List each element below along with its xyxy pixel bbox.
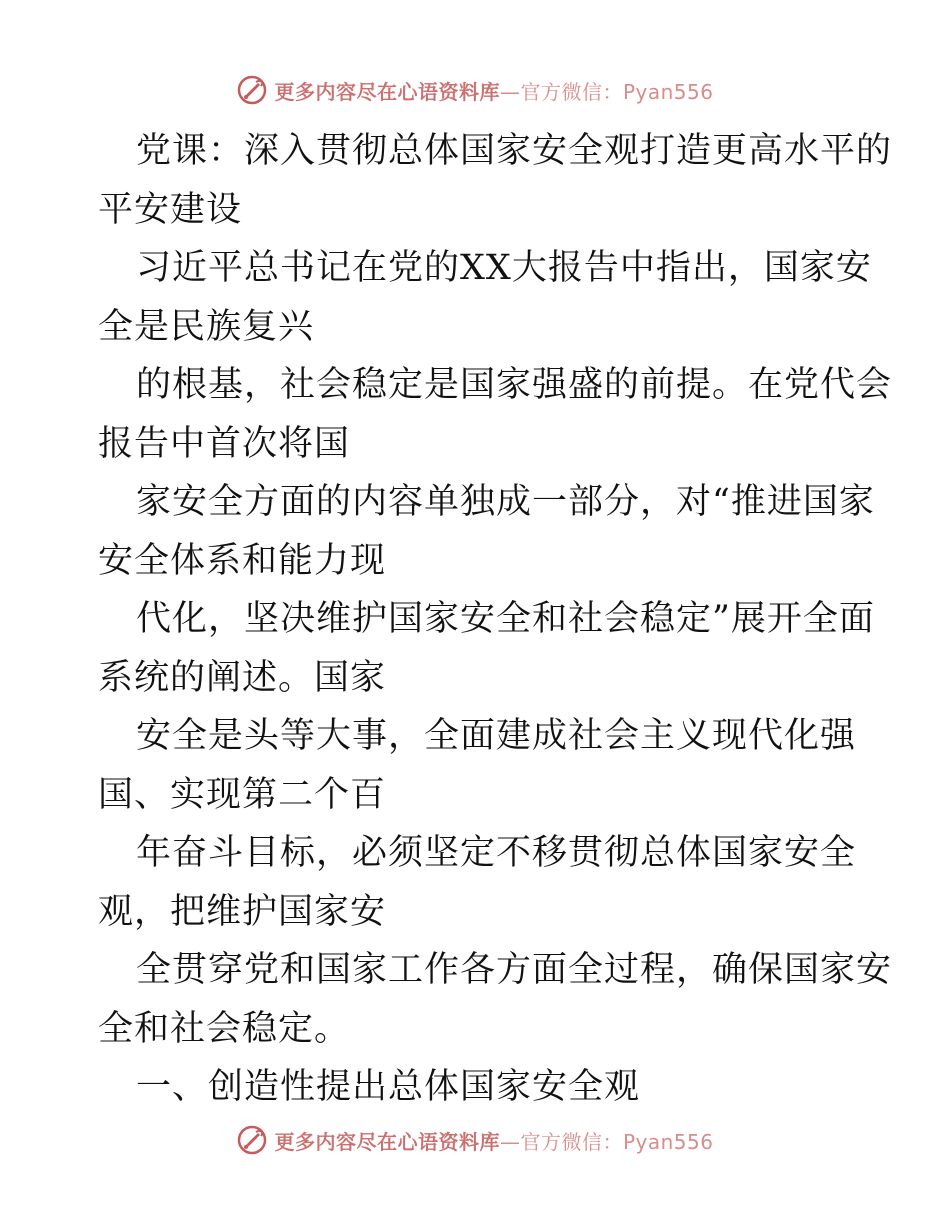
section-heading: 一、创造性提出总体国家安全观	[136, 1067, 641, 1107]
watermark-sub-text: 官方微信：Pyan556	[520, 1129, 714, 1154]
quill-pen-logo-icon	[236, 1124, 268, 1156]
watermark-dash: —	[499, 1129, 521, 1154]
paragraph-line: 报告中首次将国	[98, 423, 351, 464]
paragraph-line: 全贯穿党和国家工作各方面全过程，确保国家安	[136, 950, 893, 990]
paragraph-line: 全是民族复兴	[98, 306, 315, 347]
footer-watermark	[0, 1120, 950, 1160]
header-watermark	[0, 70, 950, 110]
watermark-text	[274, 76, 713, 105]
watermark-dash: —	[499, 79, 521, 104]
watermark-text	[274, 1126, 713, 1155]
paragraph-line: 国、实现第二个百	[98, 774, 387, 815]
paragraph-line: 系统的阐述。国家	[98, 657, 387, 698]
watermark-main-text: 更多内容尽在心语资料库	[274, 79, 500, 104]
paragraph-line: 安全体系和能力现	[98, 540, 387, 581]
watermark-sub-text: 官方微信：Pyan556	[520, 79, 714, 104]
paragraph-line: 的根基，社会稳定是国家强盛的前提。在党代会	[136, 365, 893, 405]
document-title-line-1: 党课：深入贯彻总体国家安全观打造更高水平的	[136, 131, 893, 171]
document-body	[98, 122, 893, 1117]
watermark-main-text: 更多内容尽在心语资料库	[274, 1129, 500, 1154]
paragraph-line: 家安全方面的内容单独成一部分，对“推进国家	[136, 482, 875, 522]
paragraph-line: 观，把维护国家安	[98, 891, 387, 932]
document-title-line-2: 平安建设	[98, 189, 243, 230]
paragraph-line: 习近平总书记在党的XX大报告中指出，国家安	[136, 248, 872, 288]
paragraph-line: 安全是头等大事，全面建成社会主义现代化强	[136, 716, 857, 756]
paragraph-line: 年奋斗目标，必须坚定不移贯彻总体国家安全	[136, 833, 857, 873]
quill-pen-logo-icon	[236, 74, 268, 106]
paragraph-line: 全和社会稳定。	[98, 1008, 351, 1049]
paragraph-line: 代化，坚决维护国家安全和社会稳定”展开全面	[136, 599, 875, 639]
